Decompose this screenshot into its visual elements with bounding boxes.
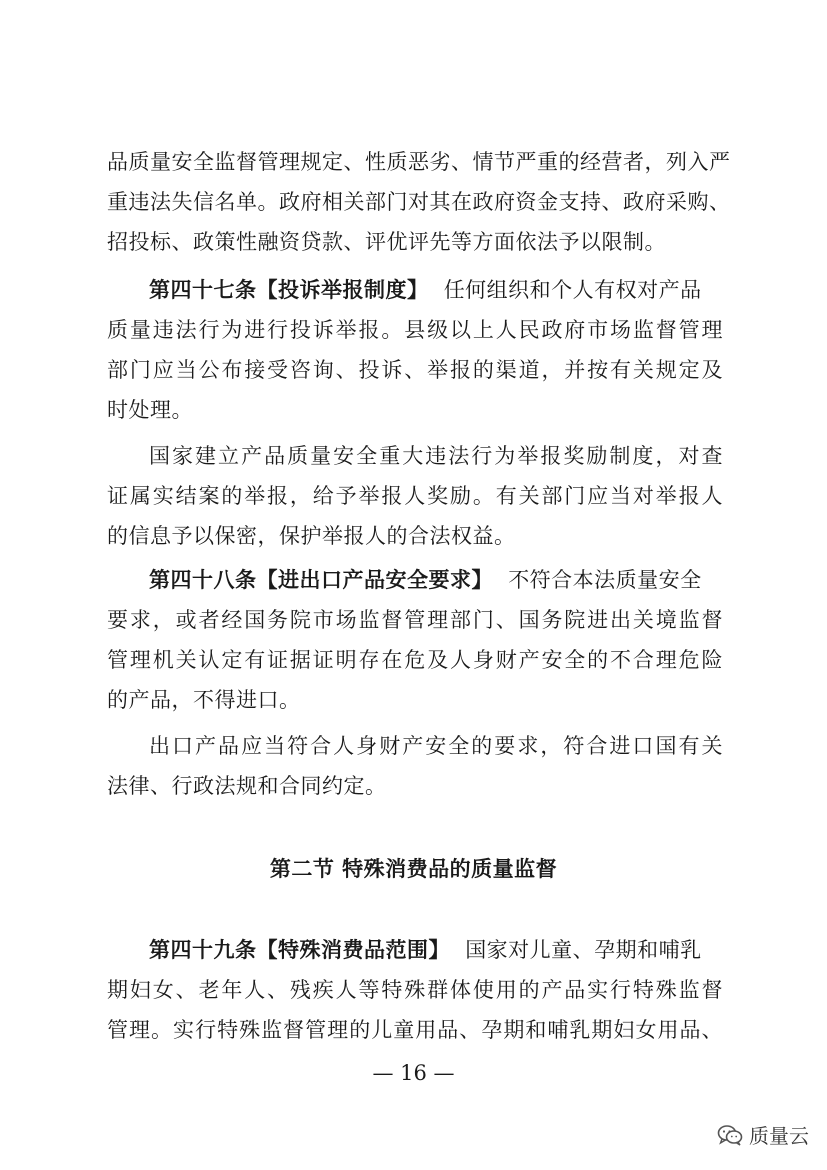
text-line: 期妇女、老年人、残疾人等特殊群体使用的产品实行特殊监督	[107, 978, 723, 1002]
text-line: 重违法失信名单。政府相关部门对其在政府资金支持、政府采购、	[107, 190, 731, 214]
article-first-line	[149, 270, 723, 310]
section-title: 第二节 特殊消费品的质量监督	[269, 857, 558, 881]
text-line: 品质量安全监督管理规定、性质恶劣、情节严重的经营者，列入严	[107, 150, 731, 174]
article-heading: 第四十七条【投诉举报制度】	[149, 278, 429, 302]
article-heading: 第四十九条【特殊消费品范围】	[149, 938, 450, 962]
text-line: 质量违法行为进行投诉举报。县级以上人民政府市场监督管理	[107, 318, 723, 342]
article-first-line	[149, 560, 723, 600]
wechat-icon	[717, 1124, 743, 1146]
text-line: 证属实结案的举报，给予举报人奖励。有关部门应当对举报人	[107, 484, 723, 508]
article-text: 不符合本法质量安全	[508, 568, 702, 592]
text-line: 的产品，不得进口。	[107, 688, 301, 712]
text-line: 管理机关认定有证据证明存在危及人身财产安全的不合理危险	[107, 648, 723, 672]
article-text: 国家对儿童、孕期和哺乳	[465, 938, 702, 962]
article-heading: 第四十八条【进出口产品安全要求】	[149, 568, 493, 592]
page-number: — 16 —	[372, 1061, 455, 1085]
text-line: 的信息予以保密，保护举报人的合法权益。	[107, 524, 516, 548]
text-line: 部门应当公布接受咨询、投诉、举报的渠道，并按有关规定及	[107, 358, 723, 382]
text-line: 国家建立产品质量安全重大违法行为举报奖励制度，对查	[149, 444, 723, 468]
text-line: 管理。实行特殊监督管理的儿童用品、孕期和哺乳期妇女用品、	[107, 1018, 723, 1042]
text-line: 法律、行政法规和合同约定。	[107, 774, 387, 798]
watermark	[717, 1120, 809, 1149]
text-line: 要求，或者经国务院市场监督管理部门、国务院进出关境监督	[107, 608, 723, 632]
article-text: 任何组织和个人有权对产品	[443, 278, 702, 302]
text-line: 招投标、政策性融资贷款、评优评先等方面依法予以限制。	[107, 230, 666, 254]
text-line: 时处理。	[107, 398, 193, 422]
text-line: 出口产品应当符合人身财产安全的要求，符合进口国有关	[149, 734, 723, 758]
watermark-label: 质量云	[749, 1124, 809, 1148]
article-first-line	[149, 930, 723, 970]
